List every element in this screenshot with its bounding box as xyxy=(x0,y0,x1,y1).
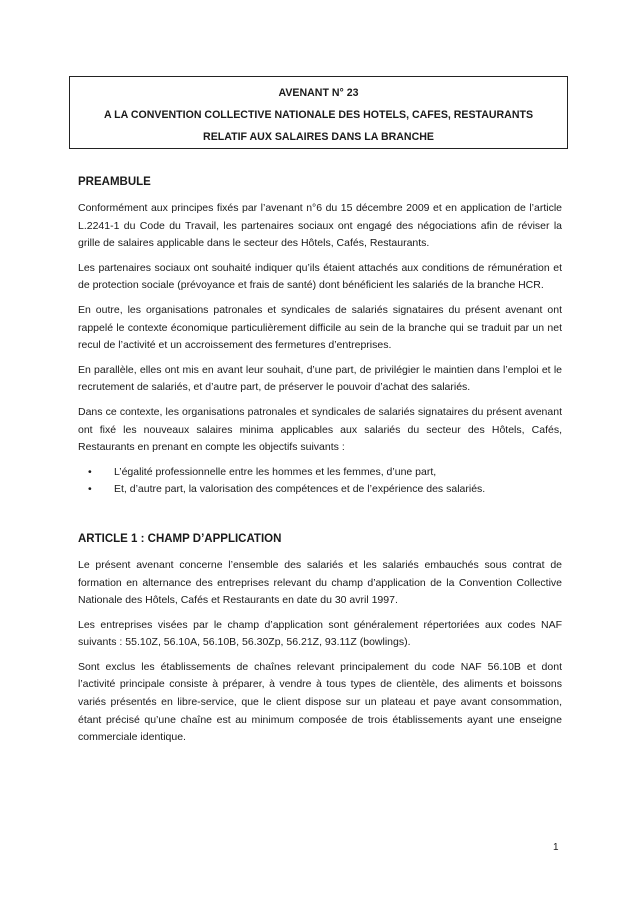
article-1-paragraph-2: Les entreprises visées par le champ d’application sont généralement répertoriées aux codes NAF suivants : 55.10Z, 56.10A, 56.10B, 56.30Zp, 56.21Z, 93.11Z (bowlings). xyxy=(78,618,562,649)
section-gap xyxy=(78,519,562,531)
list-item xyxy=(78,464,562,482)
document-body xyxy=(78,174,562,754)
convention-title: A LA CONVENTION COLLECTIVE NATIONALE DES HOTELS, CAFES, RESTAURANTS xyxy=(103,109,534,121)
amendment-number: AVENANT N° 23 xyxy=(278,87,359,99)
list-item-text: L’égalité professionnelle entre les hommes et les femmes, d’une part, xyxy=(114,465,437,478)
page-number: 1 xyxy=(553,842,559,853)
preambule-paragraph-3: En outre, les organisations patronales et syndicales de salariés signataires du présent avenant ont rappelé le contexte économique particulièrement difficile au sein de la branche qui se traduit par un net recul de l’activité et un accroissement des fermetures d’entreprises. xyxy=(78,303,562,352)
list-item-text: Et, d’autre part, la valorisation des compétences et de l’expérience des salariés. xyxy=(114,483,486,496)
article-1-paragraph-3: Sont exclus les établissements de chaînes relevant principalement du code NAF 56.10B et dont l’activité principale consiste à préparer, à vendre à tous types de clientèle, des aliments et boissons variés présentés en libre-service, que le client dispose sur un plateau et paye avant consommation, étant précisé qu’une chaîne est au minimum composée de trois établissements ayant une enseigne commerciale identique. xyxy=(78,660,562,744)
bullet-icon: • xyxy=(88,465,92,478)
title-box xyxy=(69,76,568,149)
preambule-paragraph-5: Dans ce contexte, les organisations patronales et syndicales de salariés signataires du présent avenant ont fixé les nouveaux salaires minima applicables aux salariés du secteur des Hôtels, Cafés, Restaurants en prenant en compte les objectifs suivants : xyxy=(78,405,562,454)
list-item xyxy=(78,481,562,499)
article-1-heading: ARTICLE 1 : CHAMP D’APPLICATION xyxy=(78,532,282,545)
preambule-heading: PREAMBULE xyxy=(78,176,151,188)
bullet-icon: • xyxy=(88,483,92,496)
preambule-paragraph-1: Conformément aux principes fixés par l’avenant n°6 du 15 décembre 2009 et en application de l’article L.2241-1 du Code du Travail, les partenaires sociaux ont engagé des négociations afin de réviser la grille de salaires applicable dans le secteur des Hôtels, Cafés, Restaurants. xyxy=(78,202,562,250)
preambule-paragraph-4: En parallèle, elles ont mis en avant leur souhait, d’une part, de privilégier le maintien dans l’emploi et le recrutement de salariés, et d’autre part, de préserver le pouvoir d’achat des salariés. xyxy=(78,363,562,394)
subject-title: RELATIF AUX SALAIRES DANS LA BRANCHE xyxy=(203,131,434,143)
preambule-paragraph-2: Les partenaires sociaux ont souhaité indiquer qu’ils étaient attachés aux conditions de rémunération et de protection sociale (prévoyance et frais de santé) dont bénéficient les salariés de la branche HCR. xyxy=(78,261,562,292)
article-1-paragraph-1: Le présent avenant concerne l’ensemble des salariés et les salariés embauchés sous contrat de formation en alternance des entreprises relevant du champ d’application de la Convention Collective Nationale des Hôtels, Cafés et Restaurants en date du 30 avril 1997. xyxy=(78,558,562,607)
objectives-list xyxy=(78,464,562,499)
